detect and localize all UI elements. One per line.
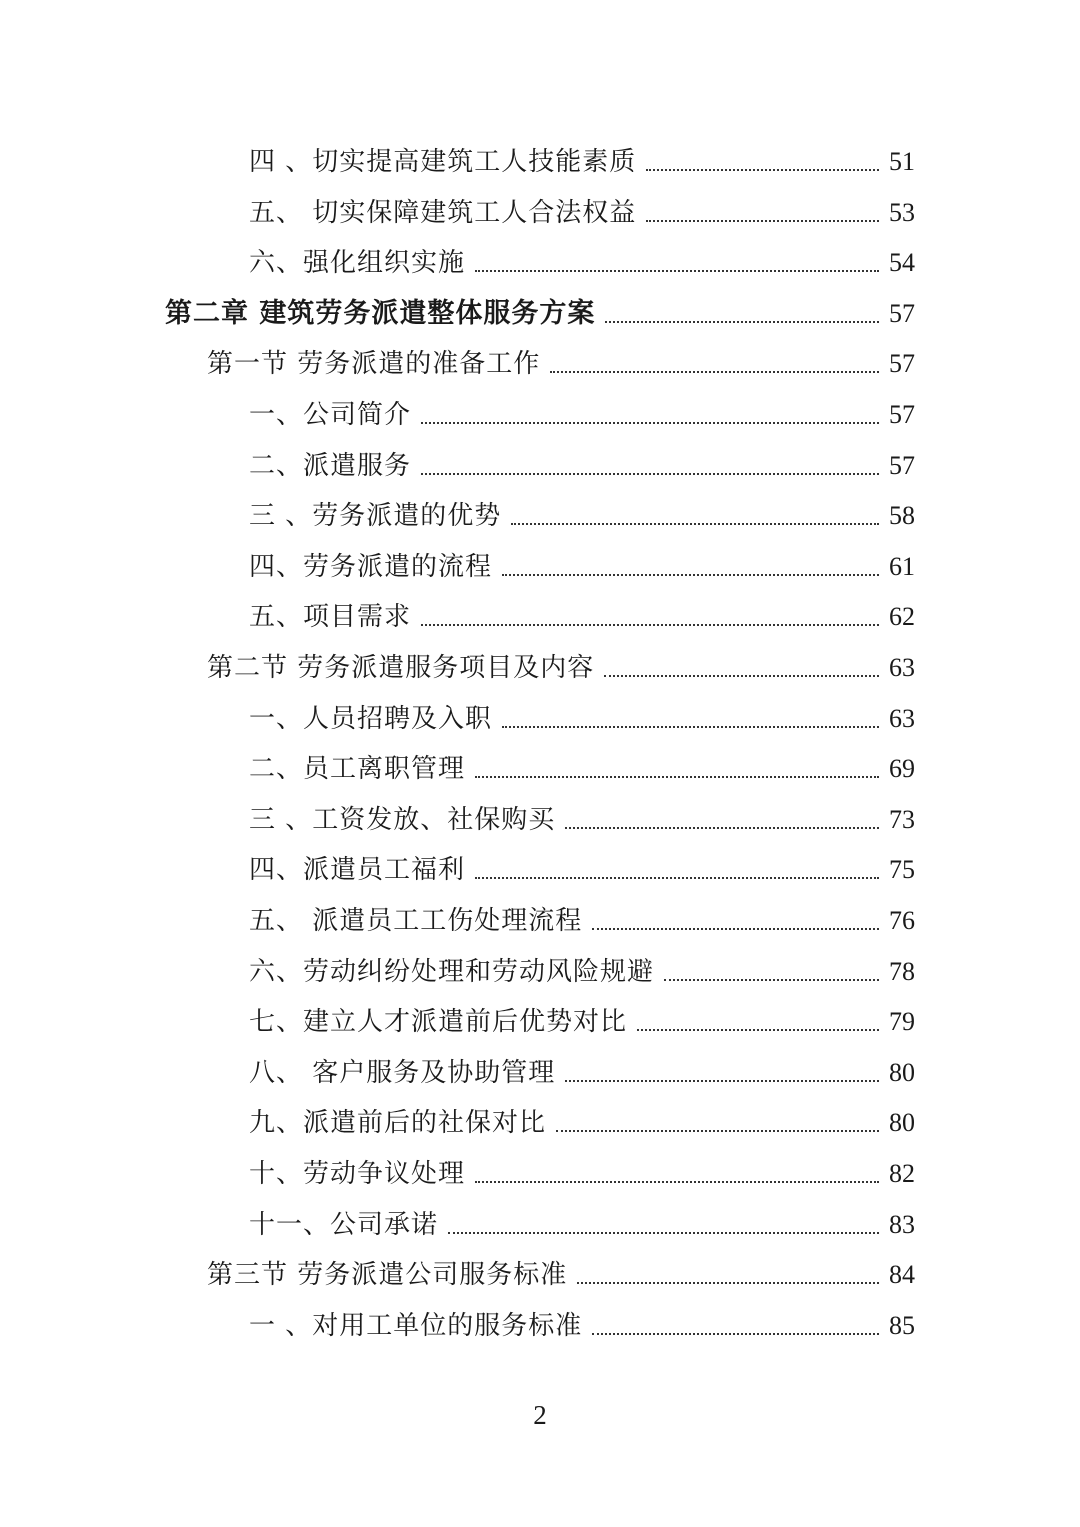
dot-leader	[646, 220, 879, 222]
toc-entry[interactable]	[249, 1002, 915, 1042]
toc-entry[interactable]	[249, 446, 915, 486]
toc-entry-label: 五、项目需求	[249, 602, 412, 633]
toc-entry-page: 51	[889, 147, 915, 176]
toc-entry[interactable]	[207, 648, 915, 688]
dot-leader	[448, 1232, 879, 1234]
toc-entry-page: 53	[889, 197, 915, 227]
toc-entry-page: 73	[889, 804, 915, 834]
toc-entry-label: 八、 客户服务及协助管理	[249, 1057, 556, 1088]
toc-entry[interactable]	[249, 850, 915, 890]
toc-entry-page: 85	[889, 1310, 915, 1340]
toc-entry[interactable]	[249, 800, 915, 840]
toc-entry-label: 四 、切实提高建筑工人技能素质	[249, 147, 637, 177]
dot-leader	[475, 270, 879, 272]
toc-entry[interactable]	[249, 547, 915, 587]
toc-entry[interactable]	[249, 1154, 915, 1194]
toc-entry[interactable]	[249, 1306, 915, 1346]
toc-entry-page: 78	[889, 956, 915, 986]
toc-entry[interactable]	[249, 901, 915, 941]
toc-entry-label: 十一、公司承诺	[249, 1209, 439, 1240]
toc-entry[interactable]	[249, 395, 915, 435]
toc-entry-label: 六、强化组织实施	[249, 248, 466, 279]
toc-entry-page: 58	[889, 501, 915, 531]
toc-entry-page: 80	[889, 1057, 915, 1087]
toc-entry-page: 80	[889, 1108, 915, 1138]
dot-leader	[577, 1282, 879, 1284]
toc-entry[interactable]	[249, 496, 915, 536]
dot-leader	[502, 574, 879, 576]
toc-entry-label: 一、人员招聘及入职	[249, 703, 493, 734]
dot-leader	[511, 523, 879, 525]
dot-leader	[565, 827, 879, 829]
toc-entry-label: 第二节 劳务派遣服务项目及内容	[207, 653, 595, 683]
dot-leader	[565, 1080, 879, 1082]
toc-entry[interactable]	[249, 1103, 915, 1143]
toc-entry[interactable]	[249, 952, 915, 992]
toc-entry[interactable]	[249, 1205, 915, 1245]
toc-entry-page: 75	[889, 855, 915, 885]
toc-entry[interactable]	[207, 1255, 915, 1295]
dot-leader	[604, 675, 879, 677]
toc-entry-page: 83	[889, 1209, 915, 1239]
toc-entry-label: 第三节 劳务派遣公司服务标准	[207, 1260, 568, 1291]
toc-entry-label: 第二章 建筑劳务派遣整体服务方案	[165, 297, 596, 329]
page-number: 2	[533, 1400, 547, 1430]
dot-leader	[421, 473, 879, 475]
toc-entry-page: 69	[889, 754, 915, 784]
toc-entry-page: 84	[889, 1260, 915, 1290]
dot-leader	[475, 877, 879, 879]
toc-entry-page: 61	[889, 551, 915, 581]
toc-entry-page: 54	[889, 248, 915, 278]
toc-entry-label: 六、劳动纠纷处理和劳动风险规避	[249, 956, 655, 987]
toc-entry-label: 一 、对用工单位的服务标准	[249, 1310, 583, 1341]
toc-entry-page: 76	[889, 906, 915, 935]
dot-leader	[475, 776, 879, 778]
dot-leader	[664, 979, 879, 981]
dot-leader	[637, 1029, 879, 1031]
toc-entry[interactable]	[249, 142, 915, 182]
toc-entry-label: 二、员工离职管理	[249, 754, 466, 785]
toc-entry-page: 57	[889, 349, 915, 379]
toc-entry-label: 九、派遣前后的社保对比	[249, 1108, 547, 1139]
dot-leader	[592, 1333, 879, 1335]
dot-leader	[646, 169, 879, 171]
toc-entry-page: 63	[889, 653, 915, 682]
toc-entry-label: 十、劳动争议处理	[249, 1159, 466, 1189]
toc-entry-page: 62	[889, 602, 915, 632]
toc-entry[interactable]	[249, 749, 915, 789]
toc-entry-label: 四、劳务派遣的流程	[249, 551, 493, 582]
toc-entry-label: 二、派遣服务	[249, 450, 412, 481]
toc-entry-label: 三 、工资发放、社保购买	[249, 804, 556, 835]
dot-leader	[421, 624, 879, 626]
toc-entry-label: 一、公司简介	[249, 400, 412, 430]
toc-entry[interactable]	[249, 699, 915, 739]
dot-leader	[592, 928, 879, 930]
toc-entry-page: 57	[889, 400, 915, 429]
toc-entry[interactable]	[249, 597, 915, 637]
dot-leader	[502, 726, 879, 728]
dot-leader	[475, 1181, 879, 1183]
dot-leader	[550, 371, 879, 373]
toc-entry-page: 57	[889, 298, 915, 328]
toc-entry[interactable]	[249, 243, 915, 283]
toc-entry[interactable]	[249, 1053, 915, 1093]
toc-entry-page: 63	[889, 703, 915, 733]
toc-entry-page: 57	[889, 450, 915, 480]
dot-leader	[556, 1130, 879, 1132]
toc-entry-label: 五、 派遣员工工伤处理流程	[249, 906, 583, 936]
dot-leader	[605, 321, 879, 323]
toc-entry-label: 四、派遣员工福利	[249, 855, 466, 886]
toc-entry-page: 82	[889, 1159, 915, 1188]
toc-entry-label: 五、 切实保障建筑工人合法权益	[249, 197, 637, 228]
toc-entry-label: 三 、劳务派遣的优势	[249, 501, 502, 532]
toc-entry[interactable]	[165, 294, 915, 334]
toc-entry-page: 79	[889, 1007, 915, 1037]
dot-leader	[421, 422, 879, 424]
toc-entry[interactable]	[249, 193, 915, 233]
toc-entry[interactable]	[207, 344, 915, 384]
toc-entry-label: 第一节 劳务派遣的准备工作	[207, 349, 541, 380]
toc-entry-label: 七、建立人才派遣前后优势对比	[249, 1007, 628, 1038]
